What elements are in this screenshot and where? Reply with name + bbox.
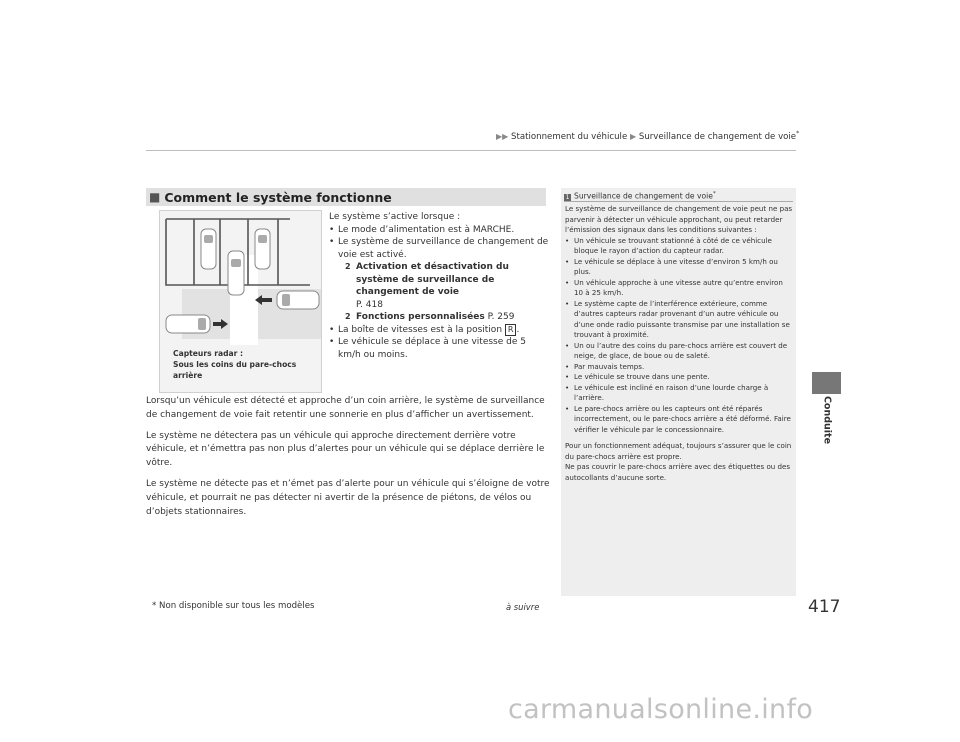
note-divider (564, 201, 793, 202)
list-item-text: Par mauvais temps. (574, 361, 645, 371)
list-item-text: Un ou l’autre des coins du pare-chocs arrière est couvert de neige, de glace, de boue ou de saleté. (574, 340, 788, 360)
list-item (565, 257, 793, 278)
list-item (565, 372, 793, 383)
cross-reference-activation[interactable] (329, 261, 549, 311)
activation-intro: Le système s’active lorsque : (329, 212, 461, 222)
list-item-text: Le système de surveillance de changement de voie est activé. (338, 237, 549, 260)
reference-arrow-icon: 2 (345, 262, 351, 271)
list-item-text: Le mode d’alimentation est à MARCHE. (338, 224, 515, 235)
breadcrumb-item-lane-watch[interactable]: Surveillance de changement de voie (638, 131, 797, 142)
breadcrumb-arrow-icon: ▶ (629, 131, 637, 141)
body-text (146, 395, 550, 526)
list-item (565, 404, 793, 436)
activation-conditions (329, 211, 549, 361)
list-item-text: Le véhicule se déplace à une vitesse d’environ 5 km/h ou plus. (574, 256, 778, 276)
reference-title[interactable]: Fonctions personnalisées (356, 312, 485, 322)
chapter-label (821, 395, 833, 445)
list-item (565, 341, 793, 362)
note-intro: Le système de surveillance de changement de voie peut ne pas parvenir à détecter un véhicule approchant, ou peut retarder l’émission des signaux dans les conditions suivantes : (565, 204, 793, 234)
reference-page[interactable]: P. 418 (356, 299, 383, 310)
bullet-icon: • (329, 237, 335, 247)
footnote-star: * (796, 130, 800, 137)
paragraph: Le système ne détecte pas et n’émet pas d’alerte pour un véhicule qui s’éloigne de votre véhicule, et pourrait ne pas détecter ni avertir de la présence de piétons, de vélos ou d’objets stationnaires. (146, 478, 550, 517)
parking-diagram (159, 210, 322, 393)
note-number-icon: 1 (565, 193, 570, 201)
list-item-text: Un véhicule approche à une vitesse autre qu’entre environ 10 à 25 km/h. (574, 277, 783, 297)
gear-r-indicator: R (505, 324, 517, 336)
list-item (565, 383, 793, 404)
section-title: Comment le système fonctionne (164, 189, 392, 205)
list-item-text: Le pare-chocs arrière ou les capteurs ont été réparés incorrectement, ou le pare-chocs arrière a été déformé. Faire vérifier le véhicule par le concessionnaire. (574, 403, 791, 434)
bullet-icon: • (329, 224, 335, 235)
watermark: carmanualsonline.info (508, 694, 814, 725)
continued-label: à suivre (506, 602, 540, 612)
footnote-star: * (712, 191, 716, 197)
bullet-icon: • (565, 256, 570, 266)
reference-arrow-icon: 2 (345, 312, 351, 321)
chapter-tab[interactable] (812, 372, 841, 394)
paragraph: Lorsqu’un véhicule est détecté et approche d’un coin arrière, le système de surveillance de changement de voie fait retentir une sonnerie en plus d’afficher un avertissement. (146, 396, 545, 420)
bullet-icon: • (565, 277, 570, 287)
note-sidebar (561, 188, 796, 596)
cross-reference-custom-features[interactable] (329, 311, 549, 324)
list-item-text: Un véhicule se trouvant stationné à côté de ce véhicule bloque le rayon d’action du capteur radar. (574, 235, 772, 255)
bullet-icon: • (565, 403, 570, 413)
note-body (565, 204, 793, 483)
note-title-text: Surveillance de changement de voie (574, 191, 713, 201)
breadcrumb-arrow-icon: ▶▶ (496, 131, 509, 141)
list-item-text: Le système capte de l’interférence extérieure, comme d’autres capteurs radar provenant d’un autre véhicule ou d’une onde radio puissante transmise par une installation se trouvant à proximité. (574, 298, 790, 339)
bullet-icon: • (565, 372, 570, 381)
page-number: 417 (808, 597, 841, 617)
list-item (565, 278, 793, 299)
caption-line: Sous les coins du pare-chocs arrière (173, 360, 297, 380)
note-closing: Pour un fonctionnement adéquat, toujours s’assurer que le coin du pare-chocs arrière est propre. (565, 441, 792, 461)
breadcrumb (496, 130, 799, 142)
punctuation: . (516, 324, 520, 335)
list-item-text: Le véhicule est incliné en raison d’une lourde charge à l’arrière. (574, 382, 769, 402)
list-item (329, 324, 549, 337)
note-title (564, 191, 716, 201)
list-item-text: Le véhicule se déplace à une vitesse de 5 km/h ou moins. (338, 337, 526, 360)
note-closing: Ne pas couvrir le pare-chocs arrière avec des étiquettes ou des autocollants d’aucune sorte. (565, 462, 791, 482)
breadcrumb-item-parking[interactable]: Stationnement du véhicule (511, 131, 628, 142)
reference-title[interactable]: Activation et désactivation du système de surveillance de changement de voie (356, 262, 509, 297)
diagram-caption (173, 348, 321, 381)
bullet-icon: • (565, 361, 570, 371)
list-item (329, 224, 549, 237)
paragraph: Le système ne détectera pas un véhicule qui approche directement derrière votre véhicule, et n’émettra pas non plus d’alertes pour un véhicule qui se déplace derrière le vôtre. (146, 430, 545, 469)
footnote: * Non disponible sur tous les modèles (152, 601, 315, 611)
reference-page[interactable]: P. 259 (487, 312, 515, 322)
bullet-icon: • (329, 337, 335, 347)
list-item-text: Le véhicule se trouve dans une pente. (574, 372, 710, 381)
list-item (565, 299, 793, 341)
chapter-label-text: Conduite (821, 395, 833, 445)
list-item (565, 236, 793, 257)
bullet-icon: • (565, 298, 570, 308)
list-item (329, 336, 549, 361)
bullet-icon: • (329, 324, 335, 335)
list-item-text: La boîte de vitesses est à la position (338, 324, 503, 335)
list-item (565, 362, 793, 373)
bullet-icon: • (565, 340, 570, 350)
header-divider (146, 150, 796, 151)
bullet-icon: • (565, 235, 570, 245)
section-heading (146, 188, 546, 206)
list-item (329, 236, 549, 261)
caption-line: Capteurs radar : (173, 349, 244, 358)
section-marker-icon: ■ (149, 190, 161, 204)
bullet-icon: • (565, 382, 570, 392)
